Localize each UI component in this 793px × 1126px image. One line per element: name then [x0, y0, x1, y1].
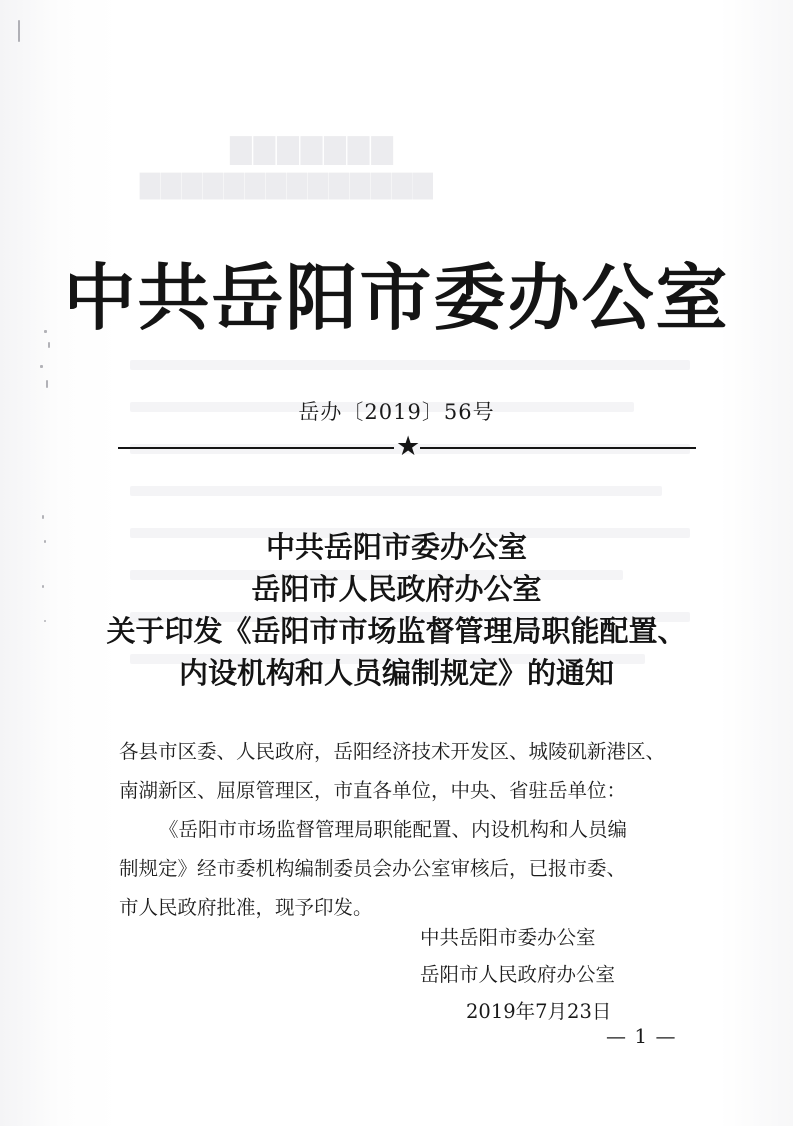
title-line: 内设机构和人员编制规定》的通知 [178, 656, 614, 690]
body-paragraph-line: 市人民政府批准，现予印发。 [119, 896, 373, 919]
signature-org: 中共岳阳市委办公室 [420, 926, 596, 949]
addressee-line: 各县市区委、人民政府，岳阳经济技术开发区、城陵矶新港区、 [119, 740, 666, 763]
scan-specks [18, 20, 58, 1020]
title-line: 中共岳阳市委办公室 [265, 530, 527, 564]
title-line: 岳阳市人民政府办公室 [251, 572, 542, 606]
title-line: 关于印发《岳阳市市场监督管理局职能配置、 [106, 614, 687, 648]
bleed-through-text: ▇▇▇▇▇▇▇▇▇▇▇▇▇▇ [140, 170, 434, 200]
body-paragraph-line: 制规定》经市委机构编制委员会办公室审核后，已报市委、 [119, 857, 627, 880]
signature-date: 2019年7月23日 [466, 1000, 612, 1023]
signature-block [420, 919, 680, 1030]
page-number: — 1 — [606, 1024, 677, 1048]
bleed-through-text: ▇▇▇▇▇▇▇ [230, 132, 395, 165]
document-body [119, 732, 699, 927]
document-title [0, 526, 793, 694]
issuer-heading: 中共岳阳市委办公室 [63, 256, 730, 340]
signature-org: 岳阳市人民政府办公室 [420, 963, 616, 986]
addressee-line: 南湖新区、屈原管理区，市直各单位，中央、省驻岳单位： [119, 779, 627, 802]
body-paragraph-line: 《岳阳市市场监督管理局职能配置、内设机构和人员编 [159, 818, 628, 841]
star-icon: ★ [396, 431, 421, 462]
separator-line [118, 431, 696, 462]
document-number: 岳办〔2019〕56号 [298, 400, 495, 424]
